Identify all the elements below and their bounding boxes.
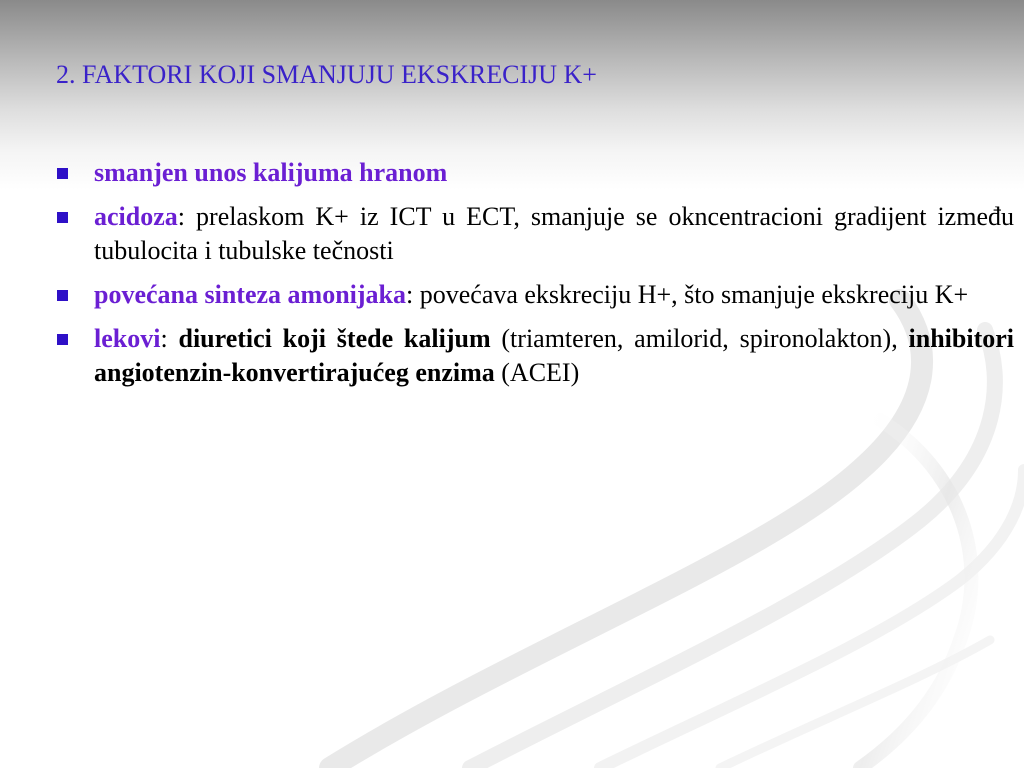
bullet-bold-phrase: diuretici koji štede kalijum bbox=[178, 324, 491, 353]
bullet-text: povećava ekskreciju H+, što smanjuje ekskreciju K+ bbox=[413, 280, 969, 309]
square-bullet-icon bbox=[57, 168, 68, 179]
bullet-separator: : bbox=[177, 202, 185, 231]
bullet-drugs bbox=[56, 322, 1014, 390]
bullet-keyword: povećana sinteza amonijaka bbox=[94, 280, 406, 309]
bullet-separator: : bbox=[406, 280, 414, 309]
bullet-keyword: lekovi bbox=[94, 324, 161, 353]
square-bullet-icon bbox=[57, 212, 68, 223]
bullet-text: (ACEI) bbox=[494, 358, 580, 387]
bullet-acidosis bbox=[56, 200, 1014, 268]
square-bullet-icon bbox=[57, 290, 68, 301]
bullet-text: (triamteren, amilorid, spironolakton), bbox=[490, 324, 909, 353]
bullet-separator: : bbox=[160, 324, 179, 353]
bullet-list bbox=[56, 156, 1014, 400]
bullet-keyword: acidoza bbox=[94, 202, 178, 231]
bullet-text: prelaskom K+ iz ICT u ECT, smanjuje se okncentracioni gradijent između tubulocita i tubulske tečnosti bbox=[94, 202, 1014, 265]
bullet-bold-phrase: inhibitori angiotenzin-konvertirajućeg enzima bbox=[94, 324, 1014, 387]
bullet-ammonia-synthesis bbox=[56, 278, 1014, 312]
square-bullet-icon bbox=[57, 334, 68, 345]
bullet-reduced-potassium-intake bbox=[56, 156, 1014, 190]
bullet-keyword: smanjen unos kalijuma hranom bbox=[94, 158, 448, 187]
slide-title: 2. FAKTORI KOJI SMANJUJU EKSKRECIJU K+ bbox=[56, 60, 597, 89]
